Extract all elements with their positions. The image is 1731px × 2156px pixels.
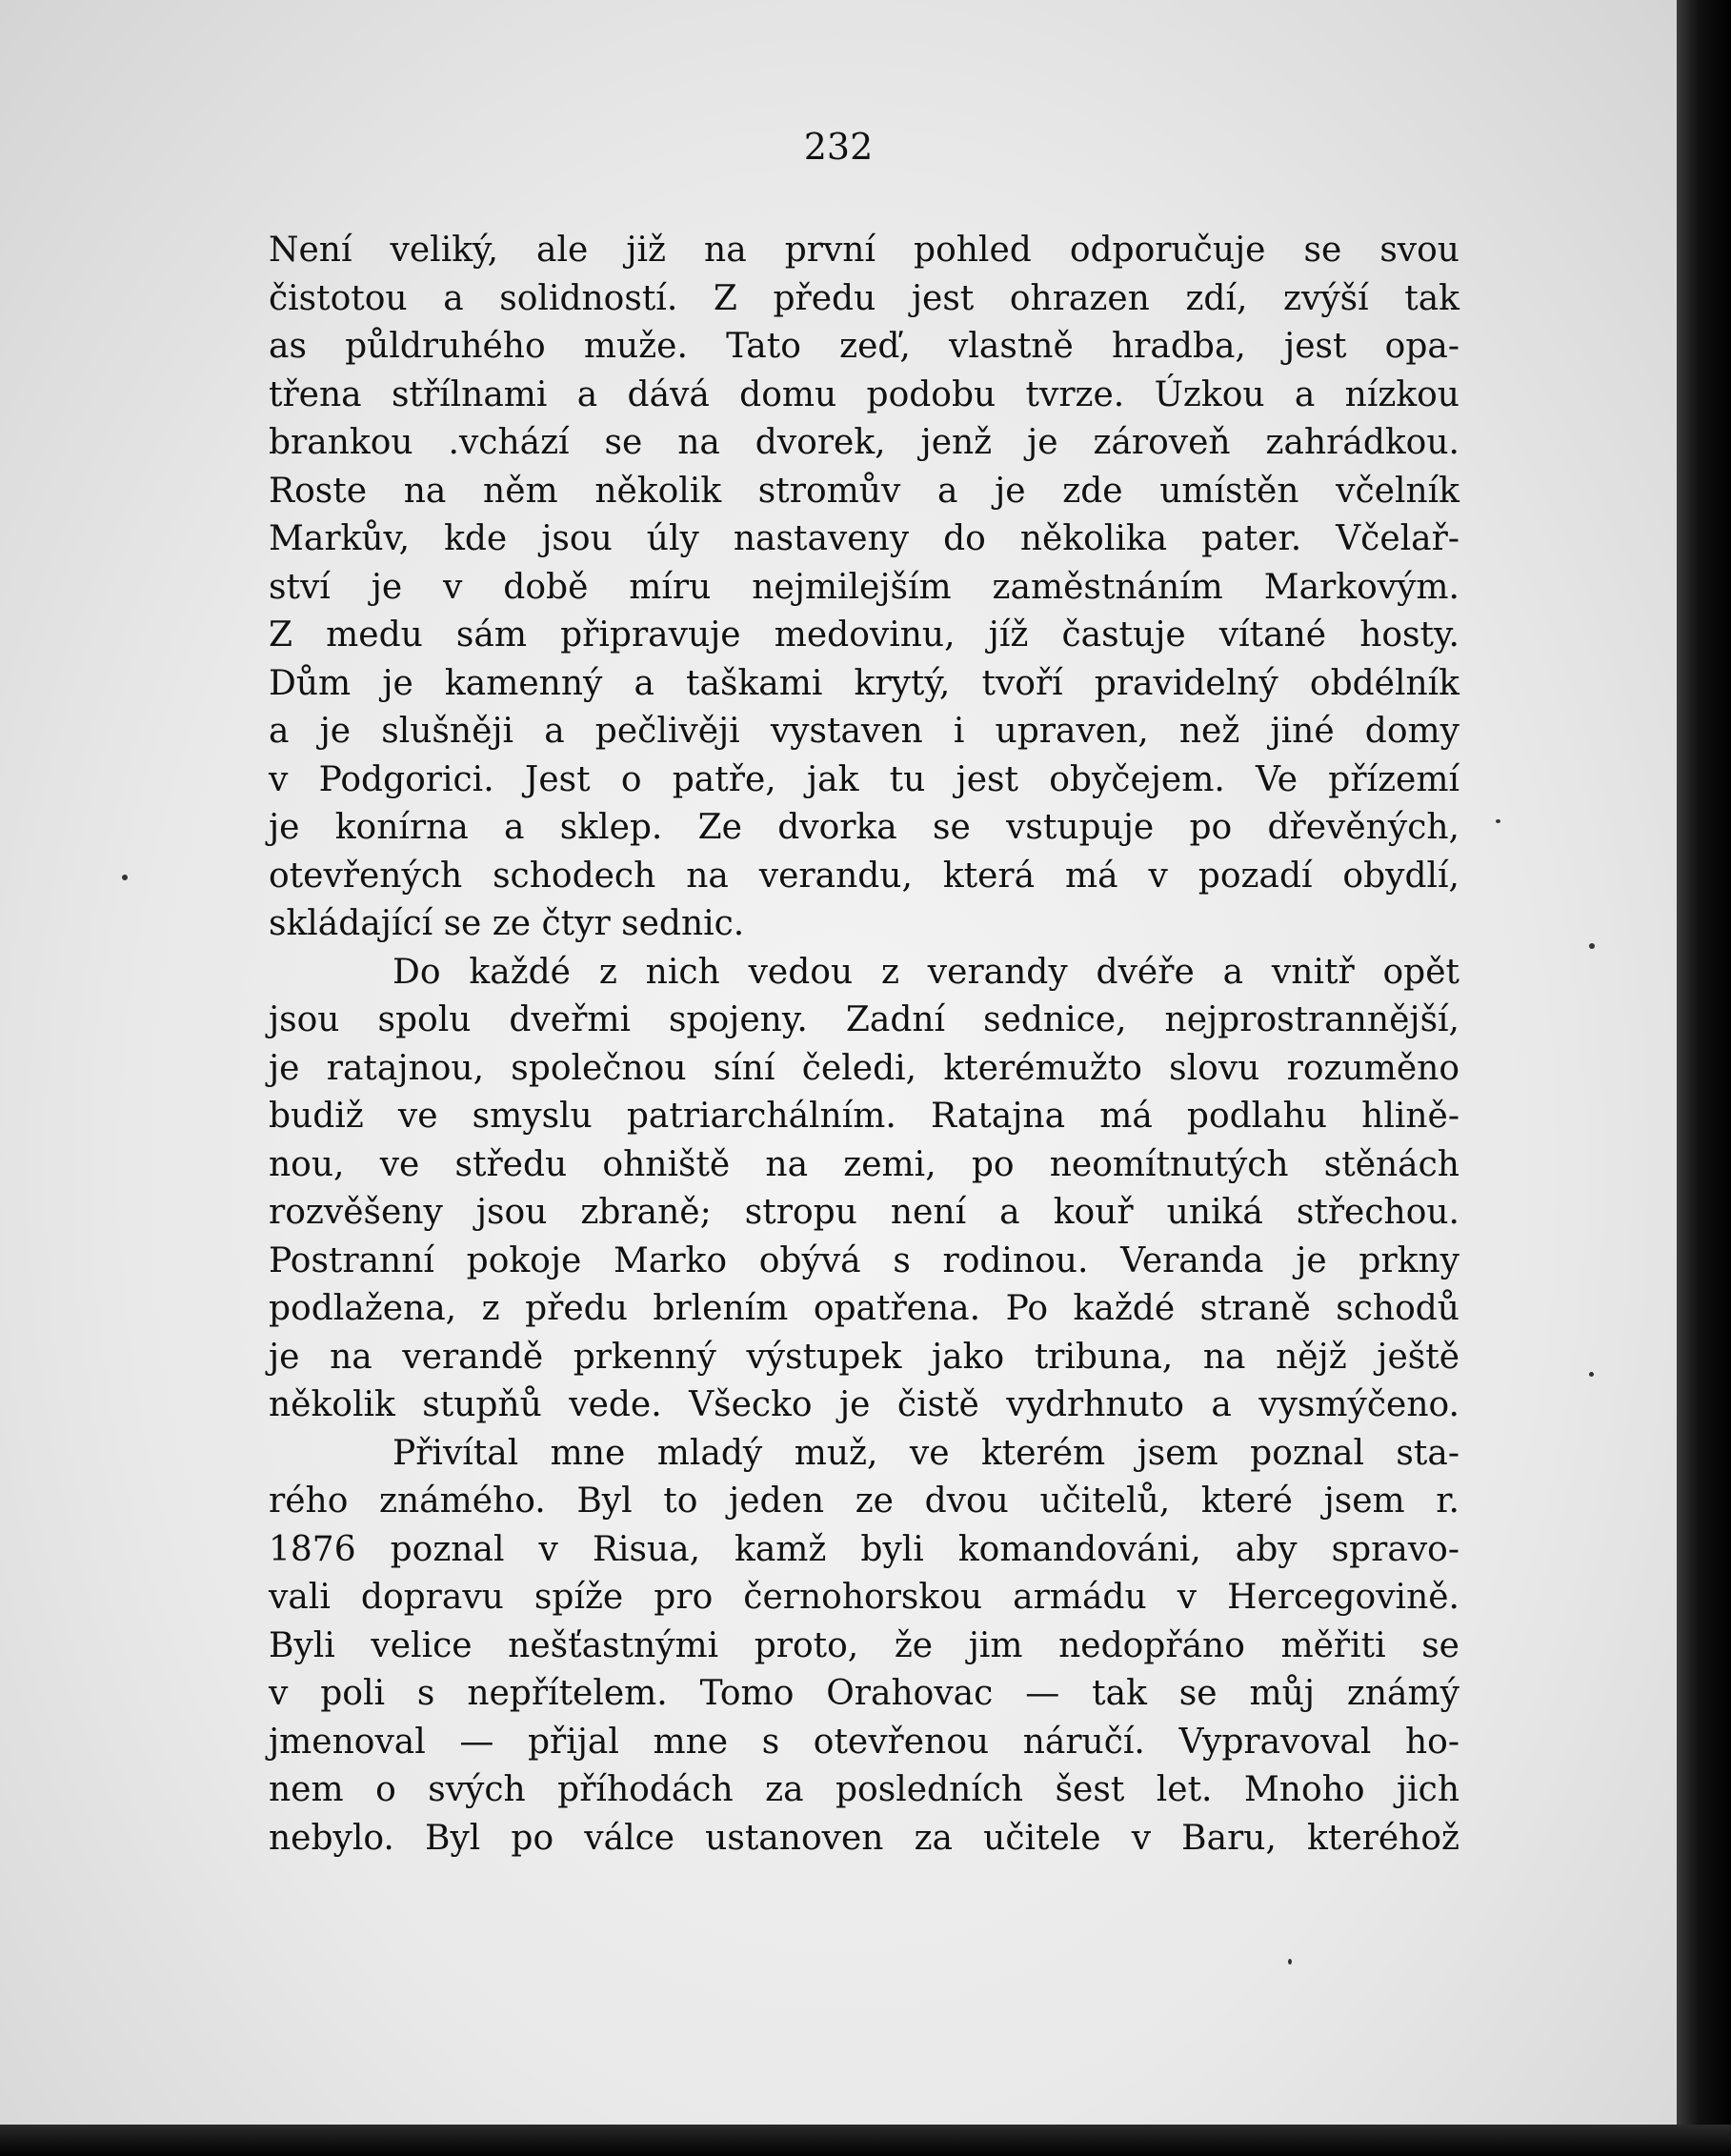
print-speck [1589, 943, 1595, 949]
print-speck [1589, 1372, 1594, 1377]
text-line: v Podgorici. Jest o patře, jak tu jest obyčejem. Ve přízemí [269, 759, 1459, 799]
text-line: ství je v době míru nejmilejším zaměstnáním Markovým. [269, 567, 1459, 607]
text-line: jmenoval — přijal mne s otevřenou náručí. Vypravoval ho- [269, 1722, 1459, 1762]
text-line: rého známého. Byl to jeden ze dvou učitelů, které jsem r. [269, 1481, 1459, 1521]
text-line: rozvěšeny jsou zbraně; stropu není a kouř uniká střechou. [269, 1193, 1459, 1232]
text-line: čistotou a solidností. Z předu jest ohrazen zdí, zvýší tak [269, 278, 1459, 318]
text-line: nebylo. Byl po válce ustanoven za učitele v Baru, kteréhož [269, 1818, 1459, 1858]
text-line: Přivítal mne mladý muž, ve kterém jsem poznal sta- [392, 1433, 1459, 1473]
text-line: budiž ve smyslu patriarchálním. Ratajna má podlahu hlině- [269, 1097, 1459, 1136]
text-line: podlažena, z předu brlením opatřena. Po každé straně schodů [269, 1289, 1459, 1328]
text-line: Není veliký, ale již na první pohled odporučuje se svou [269, 231, 1459, 270]
text-line: brankou .vchází se na dvorek, jenž je zároveň zahrádkou. [269, 423, 1459, 462]
text-line: Postranní pokoje Marko obývá s rodinou. Veranda je prkny [269, 1240, 1459, 1280]
print-speck [1288, 1959, 1292, 1965]
text-line: as půldruhého muže. Tato zeď, vlastně hradba, jest opa- [269, 327, 1459, 366]
text-line: a je slušněji a pečlivěji vystaven i upraven, než jiné domy [269, 712, 1459, 751]
text-line: je konírna a sklep. Ze dvorka se vstupuje po dřevěných, [269, 808, 1459, 847]
text-line: je ratajnou, společnou síní čeledi, kterémužto slovu rozuměno [269, 1048, 1459, 1088]
page-number: 232 [803, 126, 874, 168]
text-line: vali dopravu spíže pro černohorskou armádu v Hercegovině. [269, 1578, 1459, 1617]
text-line: Byli velice nešťastnými proto, že jim nedopřáno měřiti se [269, 1625, 1459, 1665]
text-line: 1876 poznal v Risua, kamž byli komandováni, aby spravo- [269, 1529, 1459, 1569]
print-speck [122, 875, 128, 880]
text-line: Z medu sám připravuje medovinu, jíž častuje vítané hosty. [269, 615, 1459, 655]
page-edge-shadow [1677, 0, 1731, 2156]
text-line: Markův, kde jsou úly nastaveny do několika pater. Včelař- [269, 519, 1459, 558]
body-text [269, 227, 1459, 1863]
text-line: v poli s nepřítelem. Tomo Orahovac — tak se můj známý [269, 1674, 1459, 1713]
text-line: skládající se ze čtyr sednic. [269, 904, 745, 943]
text-line: nem o svých příhodách za posledních šest let. Mnoho jich [269, 1770, 1459, 1809]
text-line: Dům je kamenný a taškami krytý, tvoří pravidelný obdélník [269, 663, 1459, 703]
text-line: nou, ve středu ohniště na zemi, po neomítnutých stěnách [269, 1144, 1459, 1184]
text-line: jsou spolu dveřmi spojeny. Zadní sednice, nejprostrannější, [269, 1000, 1459, 1039]
text-line: je na verandě prkenný výstupek jako tribuna, na nějž ještě [269, 1337, 1459, 1377]
page-edge-shadow [0, 2125, 1731, 2156]
text-line: několik stupňů vede. Všecko je čistě vydrhnuto a vysmýčeno. [269, 1385, 1459, 1424]
print-speck [1496, 819, 1500, 823]
text-line: Do každé z nich vedou z verandy dvéře a vnitř opět [392, 952, 1459, 992]
text-line: třena střílnami a dává domu podobu tvrze. Úzkou a nízkou [269, 374, 1459, 414]
text-line: otevřených schodech na verandu, která má v pozadí obydlí, [269, 856, 1459, 896]
text-line: Roste na něm několik stromův a je zde umístěn včelník [269, 471, 1459, 511]
